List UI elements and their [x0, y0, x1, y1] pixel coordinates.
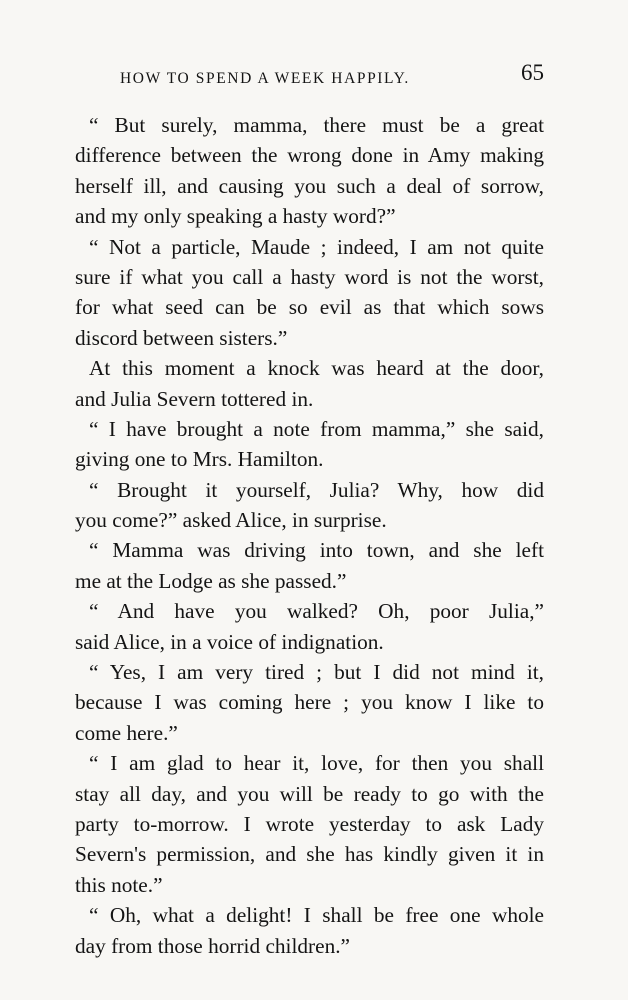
text-line: you come?” asked Alice, in surprise. — [75, 508, 387, 533]
text-line: At this moment a knock was heard at the door, — [89, 356, 544, 381]
body-text — [75, 110, 544, 961]
page-header — [75, 60, 548, 94]
text-line: “ I am glad to hear it, love, for then you shall — [89, 751, 544, 776]
text-line: difference between the wrong done in Amy making — [75, 143, 544, 168]
text-line: come here.” — [75, 720, 178, 745]
text-line: “ Not a particle, Maude ; indeed, I am not quite — [89, 234, 544, 259]
text-line: “ Yes, I am very tired ; but I did not mind it, — [89, 660, 544, 685]
text-line: because I was coming here ; you know I like to — [75, 690, 544, 715]
text-line: stay all day, and you will be ready to go with the — [75, 781, 544, 806]
text-line: for what seed can be so evil as that which sows — [75, 295, 544, 320]
text-line: herself ill, and causing you such a deal of sorrow, — [75, 173, 544, 198]
text-line: giving one to Mrs. Hamilton. — [75, 447, 324, 472]
text-line: sure if what you call a hasty word is not the worst, — [75, 264, 544, 289]
text-line: day from those horrid children.” — [75, 933, 350, 958]
text-line: said Alice, in a voice of indignation. — [75, 629, 384, 654]
text-line: “ Mamma was driving into town, and she left — [89, 538, 544, 563]
text-line: “ I have brought a note from mamma,” she said, — [89, 416, 544, 441]
text-line: this note.” — [75, 872, 163, 897]
text-line: “ Brought it yourself, Julia? Why, how did — [89, 477, 544, 502]
text-line: and my only speaking a hasty word?” — [75, 204, 396, 229]
text-line: “ Oh, what a delight! I shall be free one whole — [89, 903, 544, 928]
text-line: discord between sisters.” — [75, 325, 288, 350]
page-number: 65 — [521, 60, 544, 85]
text-line: Severn's permission, and she has kindly given it in — [75, 842, 544, 867]
text-line: me at the Lodge as she passed.” — [75, 568, 347, 593]
text-line: “ And have you walked? Oh, poor Julia,” — [89, 599, 544, 624]
text-line: and Julia Severn tottered in. — [75, 386, 314, 411]
text-line: “ But surely, mamma, there must be a great — [89, 113, 544, 137]
running-head: HOW TO SPEND A WEEK HAPPILY. — [120, 70, 410, 87]
text-line: party to-morrow. I wrote yesterday to ask Lady — [75, 811, 544, 836]
